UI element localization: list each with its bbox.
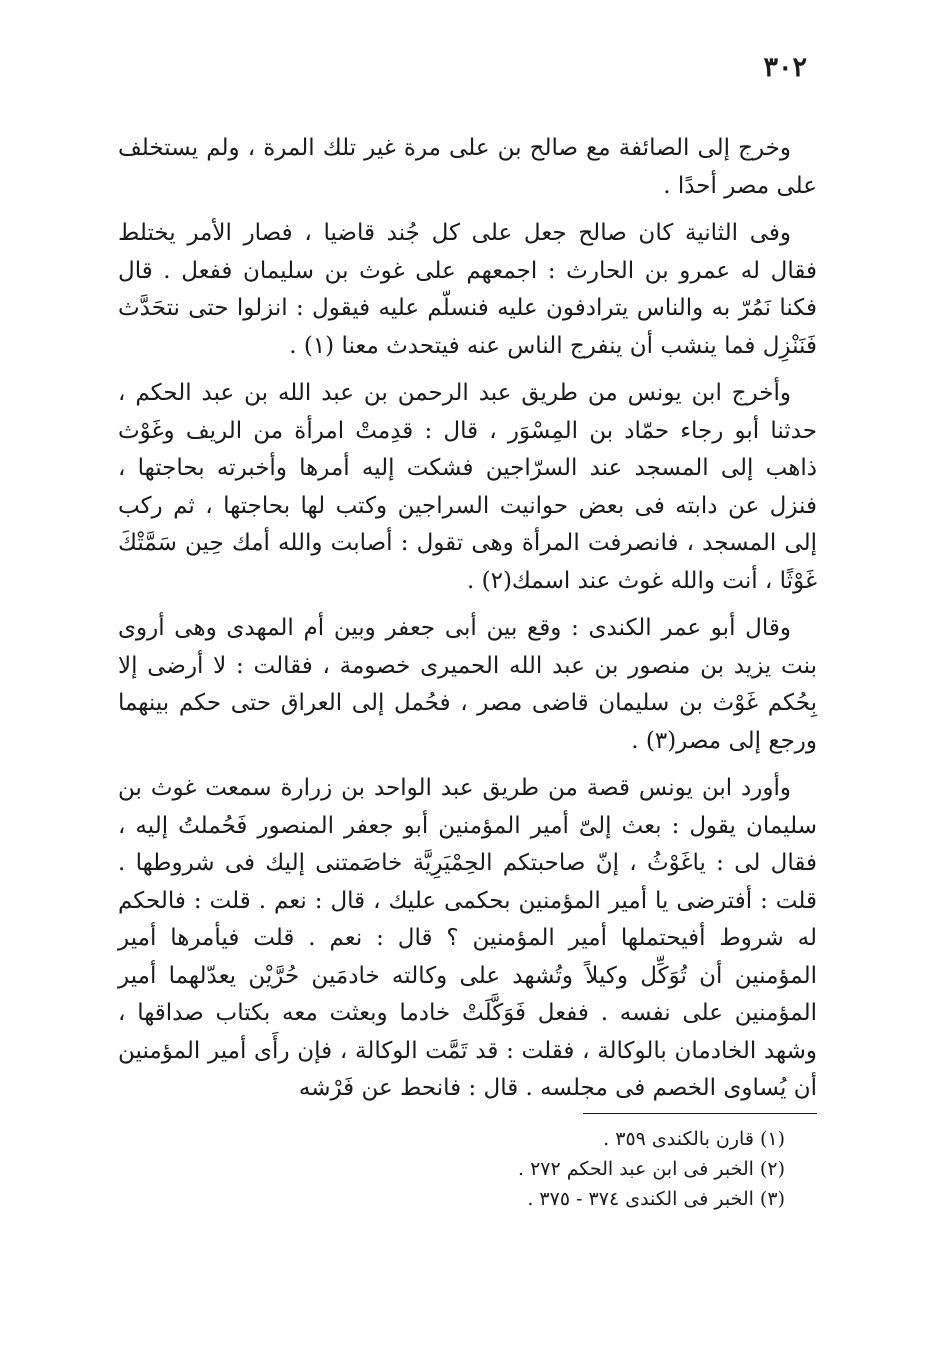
main-text bbox=[118, 130, 817, 1118]
footnote-2: (٢) الخبر فى ابن عبد الحكم ٢٧٢ . bbox=[517, 1158, 785, 1180]
footnote-1: (١) قارن بالكندى ٣٥٩ . bbox=[603, 1128, 785, 1150]
footnotes bbox=[185, 1124, 785, 1214]
paragraph-5: وأورد ابن يونس قصة من طريق عبد الواحد بن زرارة سمعت غوث بن سليمان يقول : بعث إلىّ أمير المؤمنين أبو جعفر المنصور فَحُملتُ إليه ، فقال لى : ياغَوْثُ ، إنّ صاحبتكم الحِمْيَرِيَّة خاصَمتنى إليك فى شروطها . قلت : أفترضى يا أمير المؤمنين بحكمى عليك ، قال : نعم . قلت : فالحكم له شروط أفيحتملها أمير المؤمنين ؟ قال : نعم . قلت فيأمرها أمير المؤمنين أن تُوَكِّل وكيلاً وتُشهد على وكالته خادمَين حُرَّيْن يعدّلهما أمير المؤمنين على نفسه . ففعل فَوَكَّلَتْ خادما وبعثت معه بكتاب صداقها ، وشهد الخادمان بالوكالة ، فقلت : قد تَمَّت الوكالة ، فإن رأَى أمير المؤمنين أن يُساوى الخصم فى مجلسه . قال : فانحط عن فَرْشه bbox=[118, 775, 817, 1101]
paragraph-4: وقال أبو عمر الكندى : وقع بين أبى جعفر وبين أم المهدى وهى أروى بنت يزيد بن منصور بن عبد الله الحميرى خصومة ، فقالت : لا أرضى إلا بِحُكم غَوْث بن سليمان قاضى مصر ، فحُمل إلى العراق حتى حكم بينهما ورجع إلى مصر(٣) . bbox=[118, 615, 817, 754]
page-number: ٣٠٢ bbox=[763, 52, 807, 83]
footnote-3: (٣) الخبر فى الكندى ٣٧٤ - ٣٧٥ . bbox=[527, 1188, 785, 1210]
paragraph-2: وفى الثانية كان صالح جعل على كل جُند قاضيا ، فصار الأمر يختلط فقال له عمرو بن الحارث : اجمعهم على غوث بن سليمان ففعل . قال فكنا نَمُرّ به والناس يترادفون عليه فنسلّم عليه فيقول : انزلوا حتى نتحَدَّث فَنَنْزِل فما ينشب أن ينفرج الناس عنه فيتحدث معنا (١) . bbox=[118, 220, 817, 359]
paragraph-3: وأخرج ابن يونس من طريق عبد الرحمن بن عبد الله بن عبد الحكم ، حدثنا أبو رجاء حمّاد بن المِسْوَر ، قال : قدِمتْ امرأة من الريف وغَوْث ذاهب إلى المسجد عند السرّاجين فشكت إليه أمرها وأخبرته بحاجتها ، فنزل عن دابته فى بعض حوانيت السراجين وكتب لها بحاجتها ، ثم ركب إلى المسجد ، فانصرفت المرأة وهى تقول : أصابت والله أمك حِين سَمَّتْكَ غَوْثًا ، أنت والله غوث عند اسمك(٢) . bbox=[118, 380, 817, 594]
footnote-divider bbox=[583, 1113, 817, 1114]
paragraph-1: وخرج إلى الصائفة مع صالح بن على مرة غير تلك المرة ، ولم يستخلف على مصر أحدًا . bbox=[118, 135, 817, 199]
